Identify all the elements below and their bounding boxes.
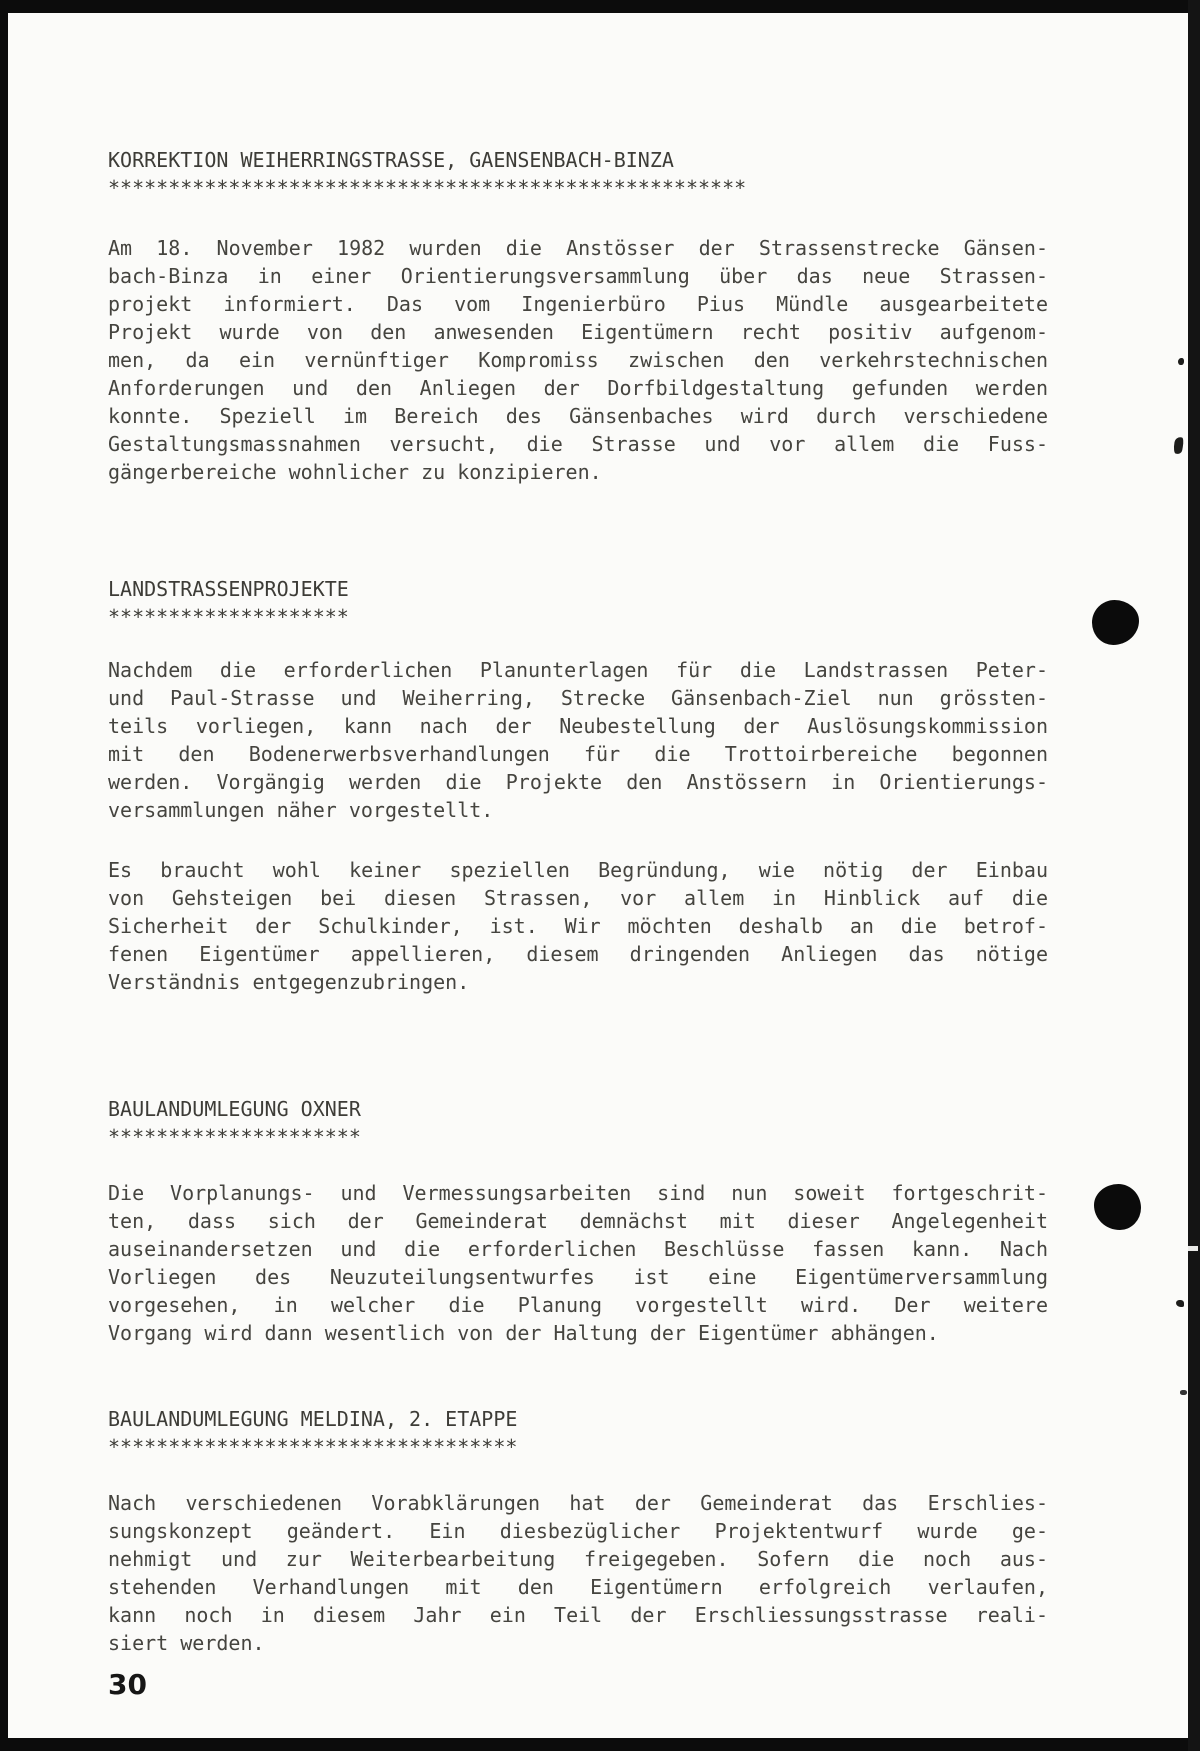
paragraph-line: sungskonzept geändert. Ein diesbezüglicher Projektentwurf wurde ge-	[108, 1519, 1048, 1543]
paragraph-line: Vorgang wird dann wesentlich von der Haltung der Eigentümer abhängen.	[108, 1321, 939, 1345]
paragraph-line: und Paul-Strasse und Weiherring, Strecke Gänsenbach-Ziel nun grössten-	[108, 686, 1048, 710]
paragraph-line: Vorliegen des Neuzuteilungsentwurfes ist eine Eigentümerversammlung	[108, 1265, 1048, 1289]
paragraph-line: siert werden.	[108, 1631, 265, 1655]
paragraph-line: Nachdem die erforderlichen Planunterlagen für die Landstrassen Peter-	[108, 658, 1048, 682]
section-heading	[108, 575, 1048, 631]
paragraph-line: von Gehsteigen bei diesen Strassen, vor allem in Hinblick auf die	[108, 886, 1048, 910]
paragraph	[108, 1179, 1048, 1347]
section-heading	[108, 1405, 1048, 1461]
paragraph-line: bach-Binza in einer Orientierungsversammlung über das neue Strassen-	[108, 264, 1048, 288]
paragraph-line: Verständnis entgegenzubringen.	[108, 970, 470, 994]
paragraph-line: vorgesehen, in welcher die Planung vorgestellt wird. Der weitere	[108, 1293, 1048, 1317]
paragraph	[108, 656, 1048, 824]
heading-text: KORREKTION WEIHERRINGSTRASSE, GAENSENBACH-BINZA	[108, 148, 674, 172]
section-heading	[108, 146, 1048, 202]
scan-border-top	[0, 0, 1200, 13]
paragraph-line: ten, dass sich der Gemeinderat demnächst mit dieser Angelegenheit	[108, 1209, 1048, 1233]
paragraph-line: konnte. Speziell im Bereich des Gänsenbaches wird durch verschiedene	[108, 404, 1048, 428]
paragraph-line: men, da ein vernünftiger Kompromiss zwischen den verkehrstechnischen	[108, 348, 1048, 372]
paragraph-line: Die Vorplanungs- und Vermessungsarbeiten sind nun soweit fortgeschrit-	[108, 1181, 1048, 1205]
paragraph-line: projekt informiert. Das vom Ingenierbüro Pius Mündle ausgearbeitete	[108, 292, 1048, 316]
paragraph-line: stehenden Verhandlungen mit den Eigentümern erfolgreich verlaufen,	[108, 1575, 1048, 1599]
section-heading	[108, 1095, 1048, 1151]
heading-text: LANDSTRASSENPROJEKTE	[108, 577, 349, 601]
ink-speck	[1176, 1300, 1184, 1307]
paragraph-line: werden. Vorgängig werden die Projekte den Anstössern in Orientierungs-	[108, 770, 1048, 794]
ink-speck	[1178, 358, 1184, 365]
heading-asterisk-underline: **********************************	[108, 1435, 518, 1459]
paragraph-line: kann noch in diesem Jahr ein Teil der Erschliessungsstrasse reali-	[108, 1603, 1048, 1627]
scan-scratch-mark	[1188, 1246, 1198, 1251]
paragraph	[108, 234, 1048, 486]
paragraph-line: mit den Bodenerwerbsverhandlungen für die Trottoirbereiche begonnen	[108, 742, 1048, 766]
paragraph-line: teils vorliegen, kann nach der Neubestellung der Auslösungskommission	[108, 714, 1048, 738]
scan-border-left	[0, 0, 8, 1751]
paragraph-line: auseinandersetzen und die erforderlichen Beschlüsse fassen kann. Nach	[108, 1237, 1048, 1261]
paragraph-line: fenen Eigentümer appellieren, diesem dringenden Anliegen das nötige	[108, 942, 1048, 966]
paragraph-line: versammlungen näher vorgestellt.	[108, 798, 494, 822]
ink-speck	[1173, 436, 1185, 454]
paragraph-line: Am 18. November 1982 wurden die Anstösser der Strassenstrecke Gänsen-	[108, 236, 1048, 260]
paragraph-line: Gestaltungsmassnahmen versucht, die Strasse und vor allem die Fuss-	[108, 432, 1048, 456]
page-number: 30	[108, 1668, 147, 1701]
scan-border-bottom	[0, 1738, 1200, 1751]
paragraph	[108, 1489, 1048, 1657]
paragraph-line: Anforderungen und den Anliegen der Dorfbildgestaltung gefunden werden	[108, 376, 1048, 400]
paragraph-line: Es braucht wohl keiner speziellen Begründung, wie nötig der Einbau	[108, 858, 1048, 882]
paragraph-line: Projekt wurde von den anwesenden Eigentümern recht positiv aufgenom-	[108, 320, 1048, 344]
heading-text: BAULANDUMLEGUNG OXNER	[108, 1097, 361, 1121]
heading-asterisk-underline: ********************	[108, 605, 349, 629]
ink-speck	[1180, 1390, 1187, 1395]
punch-hole-ink-dot	[1092, 600, 1139, 645]
paragraph-line: Sicherheit der Schulkinder, ist. Wir möchten deshalb an die betrof-	[108, 914, 1048, 938]
punch-hole-ink-dot	[1094, 1184, 1141, 1230]
scan-border-right	[1188, 0, 1200, 1751]
heading-asterisk-underline: *********************	[108, 1125, 361, 1149]
paragraph-line: Nach verschiedenen Vorabklärungen hat der Gemeinderat das Erschlies-	[108, 1491, 1048, 1515]
paragraph-line: gängerbereiche wohnlicher zu konzipieren.	[108, 460, 602, 484]
paragraph	[108, 856, 1048, 996]
heading-text: BAULANDUMLEGUNG MELDINA, 2. ETAPPE	[108, 1407, 518, 1431]
paragraph-line: nehmigt und zur Weiterbearbeitung freigegeben. Sofern die noch aus-	[108, 1547, 1048, 1571]
heading-asterisk-underline: *****************************************************	[108, 176, 747, 200]
